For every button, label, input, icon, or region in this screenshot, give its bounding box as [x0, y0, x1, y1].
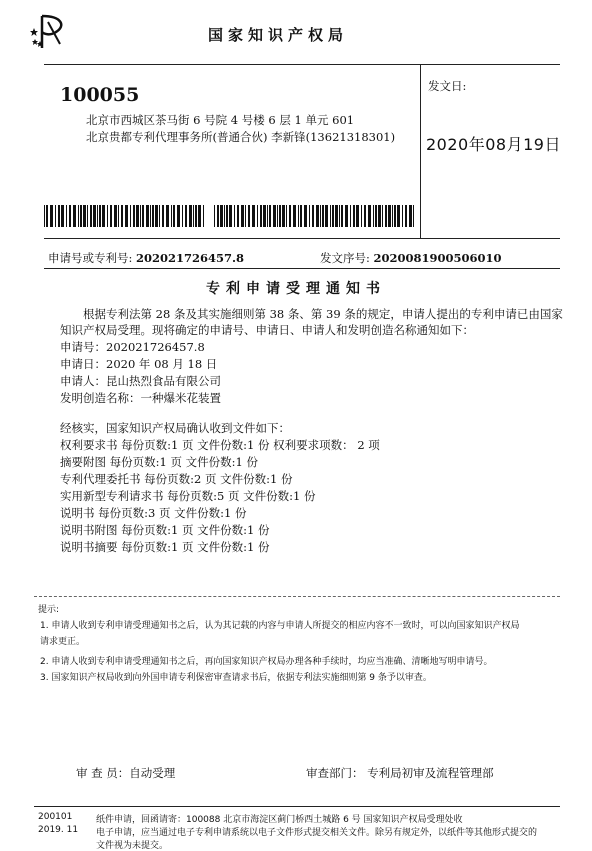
form-code: 200101 — [38, 812, 73, 822]
barcode-right — [214, 205, 414, 227]
dispatch-date: 2020年08月19日 — [426, 135, 561, 154]
footer-rule — [34, 806, 560, 807]
footer-electronic-notice: 电子申请，应当通过电子专利申请系统以电子文件形式提交相关文件。除另有规定外，以纸件等其他形式提交的 — [96, 828, 538, 838]
file-item: 说明书附图 每份页数:1 页 文件份数:1 份 — [60, 523, 270, 537]
note-1-continued: 请求更正。 — [40, 637, 86, 647]
cnipa-logo-icon — [30, 14, 74, 50]
footer-paper-notice: 纸件申请，回函请寄：100088 北京市海淀区蓟门桥西土城路 6 号 国家知识产权局受理处收 — [96, 815, 463, 825]
notes-label: 提示: — [38, 605, 60, 615]
file-item: 说明书 每份页数:3 页 文件份数:1 份 — [60, 506, 247, 520]
field-application-date: 申请日：2020 年 08 月 18 日 — [60, 357, 218, 371]
date-divider — [420, 64, 421, 238]
examining-department: 审查部门： 专利局初审及流程管理部 — [306, 766, 494, 780]
intro-paragraph: 根据专利法第 28 条及其实施细则第 38 条、第 39 条的规定，申请人提出的专利申请已由国家知识产权局受理。现将确定的申请号、申请日、申请人和发明创造名称通知如下： — [60, 307, 563, 337]
postcode: 100055 — [60, 84, 140, 106]
top-rule — [44, 64, 560, 65]
application-number-value: 202021726457.8 — [136, 251, 245, 265]
application-number-label: 申请号或专利号: — [48, 251, 133, 265]
title-top-rule — [44, 268, 560, 269]
file-item: 实用新型专利请求书 每份页数:5 页 文件份数:1 份 — [60, 489, 316, 503]
document-title: 专利申请受理通知书 — [206, 281, 386, 297]
examiner: 审 查 员：自动受理 — [76, 766, 176, 780]
serial-number — [320, 250, 502, 266]
mid-rule — [44, 238, 560, 239]
serial-number-label: 发文序号: — [320, 251, 370, 265]
note-1: 1. 申请人收到专利申请受理通知书之后，认为其记载的内容与申请人所提交的相应内容不一致时，可以向国家知识产权局 — [40, 621, 520, 631]
form-version: 2019. 11 — [38, 825, 79, 835]
file-item: 说明书摘要 每份页数:1 页 文件份数:1 份 — [60, 540, 270, 554]
file-item: 专利代理委托书 每份页数:2 页 文件份数:1 份 — [60, 472, 293, 486]
field-applicant: 申请人：昆山热烈食品有限公司 — [60, 374, 221, 388]
field-application-number: 申请号：202021726457.8 — [60, 340, 205, 354]
office-name: 国家知识产权局 — [208, 26, 349, 44]
note-2: 2. 申请人收到专利申请受理通知书之后，再向国家知识产权局办理各种手续时，均应当准确、清晰地写明申请号。 — [40, 657, 493, 667]
address-line-2: 北京贵都专利代理事务所(普通合伙) 李新锋(13621318301) — [86, 130, 396, 144]
barcode-left — [44, 205, 204, 227]
note-3: 3. 国家知识产权局收到向外国申请专利保密审查请求书后，依据专利法实施细则第 9 条予以审查。 — [40, 673, 432, 683]
footer-electronic-notice-continued: 文件视为未提交。 — [96, 841, 169, 851]
application-number — [48, 250, 244, 266]
check-intro: 经核实，国家知识产权局确认收到文件如下： — [60, 421, 290, 435]
field-invention-title: 发明创造名称：一种爆米花装置 — [60, 391, 221, 405]
serial-number-value: 2020081900506010 — [373, 251, 502, 265]
file-item: 摘要附图 每份页数:1 页 文件份数:1 份 — [60, 455, 259, 469]
dispatch-date-label: 发文日: — [428, 79, 467, 93]
address-line-1: 北京市西城区茶马街 6 号院 4 号楼 6 层 1 单元 601 — [86, 113, 355, 127]
notes-separator — [34, 596, 560, 597]
file-item: 权利要求书 每份页数:1 页 文件份数:1 份 权利要求项数： 2 项 — [60, 438, 380, 452]
